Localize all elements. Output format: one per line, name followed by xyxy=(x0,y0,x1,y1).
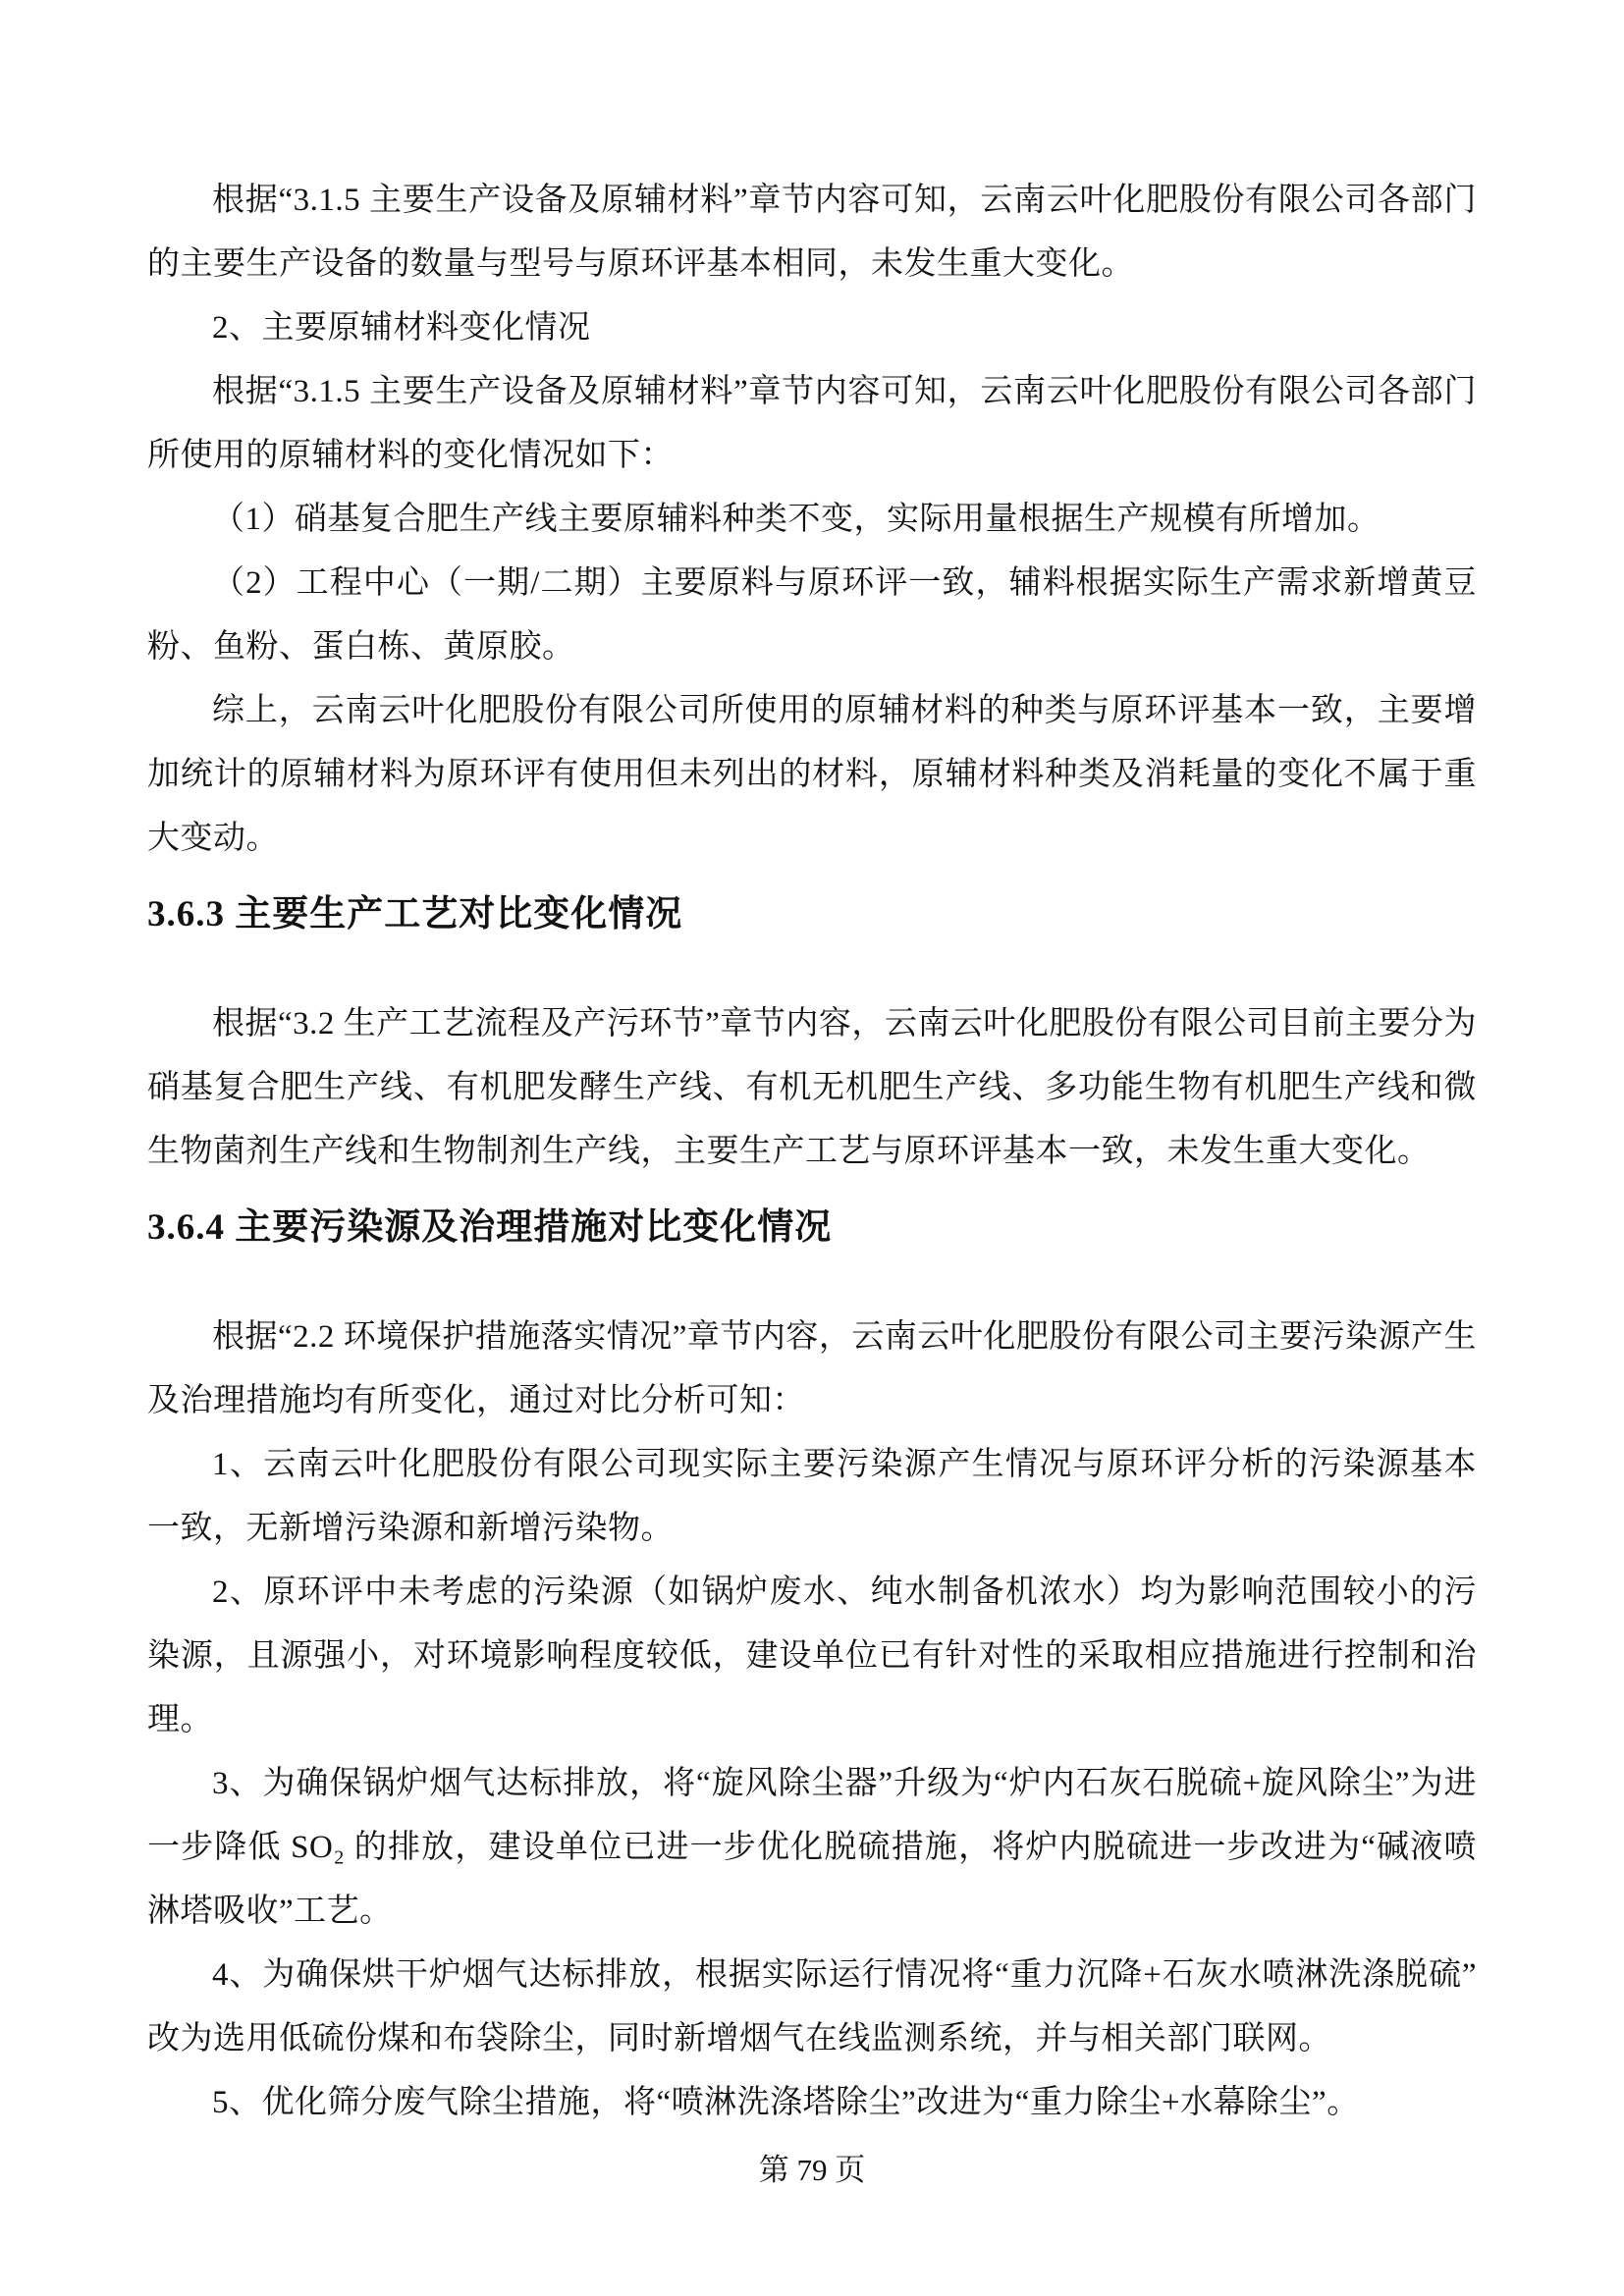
body-paragraph: 2、原环评中未考虑的污染源（如锅炉废水、纯水制备机浓水）均为影响范围较小的污染源，且源强小，对环境影响程度较低，建设单位已有针对性的采取相应措施进行控制和治理。 xyxy=(147,1575,1477,1737)
body-paragraph: 2、主要原辅材料变化情况 xyxy=(212,310,591,346)
body-paragraph: 根据“3.1.5 主要生产设备及原辅材料”章节内容可知，云南云叶化肥股份有限公司各部门的主要生产设备的数量与型号与原环评基本相同，未发生重大变化。 xyxy=(147,183,1477,282)
body-paragraph: 5、优化筛分废气除尘措施，将“喷淋洗涤塔除尘”改进为“重力除尘+水幕除尘”。 xyxy=(212,2085,1360,2120)
body-paragraph: 根据“3.1.5 主要生产设备及原辅材料”章节内容可知，云南云叶化肥股份有限公司各部门所使用的原辅材料的变化情况如下： xyxy=(147,374,1477,473)
body-paragraph: （1）硝基复合肥生产线主要原辅料种类不变，实际用量根据生产规模有所增加。 xyxy=(212,502,1380,537)
section-heading: 3.6.3 主要生产工艺对比变化情况 xyxy=(147,894,683,934)
page-footer xyxy=(0,2150,1624,2191)
body-paragraph: 根据“2.2 环境保护措施落实情况”章节内容，云南云叶化肥股份有限公司主要污染源产生及治理措施均有所变化，通过对比分析可知： xyxy=(147,1319,1477,1418)
section-heading: 3.6.4 主要污染源及治理措施对比变化情况 xyxy=(147,1207,833,1248)
body-paragraph: 1、云南云叶化肥股份有限公司现实际主要污染源产生情况与原环评分析的污染源基本一致，无新增污染源和新增污染物。 xyxy=(147,1447,1477,1546)
body-paragraph: 3、为确保锅炉烟气达标排放，将“旋风除尘器”升级为“炉内石灰石脱硫+旋风除尘”为进一步降低 SO₂ 的排放，建设单位已进一步优化脱硫措施，将炉内脱硫进一步改进为“碱液喷淋塔吸收”工艺。 xyxy=(147,1766,1477,1929)
body-paragraph: 综上，云南云叶化肥股份有限公司所使用的原辅材料的种类与原环评基本一致，主要增加统计的原辅材料为原环评有使用但未列出的材料，原辅材料种类及消耗量的变化不属于重大变动。 xyxy=(147,693,1477,856)
page-number: 第 79 页 xyxy=(758,2153,866,2187)
body-paragraph: （2）工程中心（一期/二期）主要原料与原环评一致，辅料根据实际生产需求新增黄豆粉、鱼粉、蛋白栋、黄原胶。 xyxy=(147,565,1477,665)
document-body xyxy=(147,169,1477,2135)
body-paragraph: 根据“3.2 生产工艺流程及产污环节”章节内容，云南云叶化肥股份有限公司目前主要分为硝基复合肥生产线、有机肥发酵生产线、有机无机肥生产线、多功能生物有机肥生产线和微生物菌剂生产线和生物制剂生产线，主要生产工艺与原环评基本一致，未发生重大变化。 xyxy=(147,1006,1477,1169)
body-paragraph: 4、为确保烘干炉烟气达标排放，根据实际运行情况将“重力沉降+石灰水喷淋洗涤脱硫”改为选用低硫份煤和布袋除尘，同时新增烟气在线监测系统，并与相关部门联网。 xyxy=(147,1957,1477,2056)
